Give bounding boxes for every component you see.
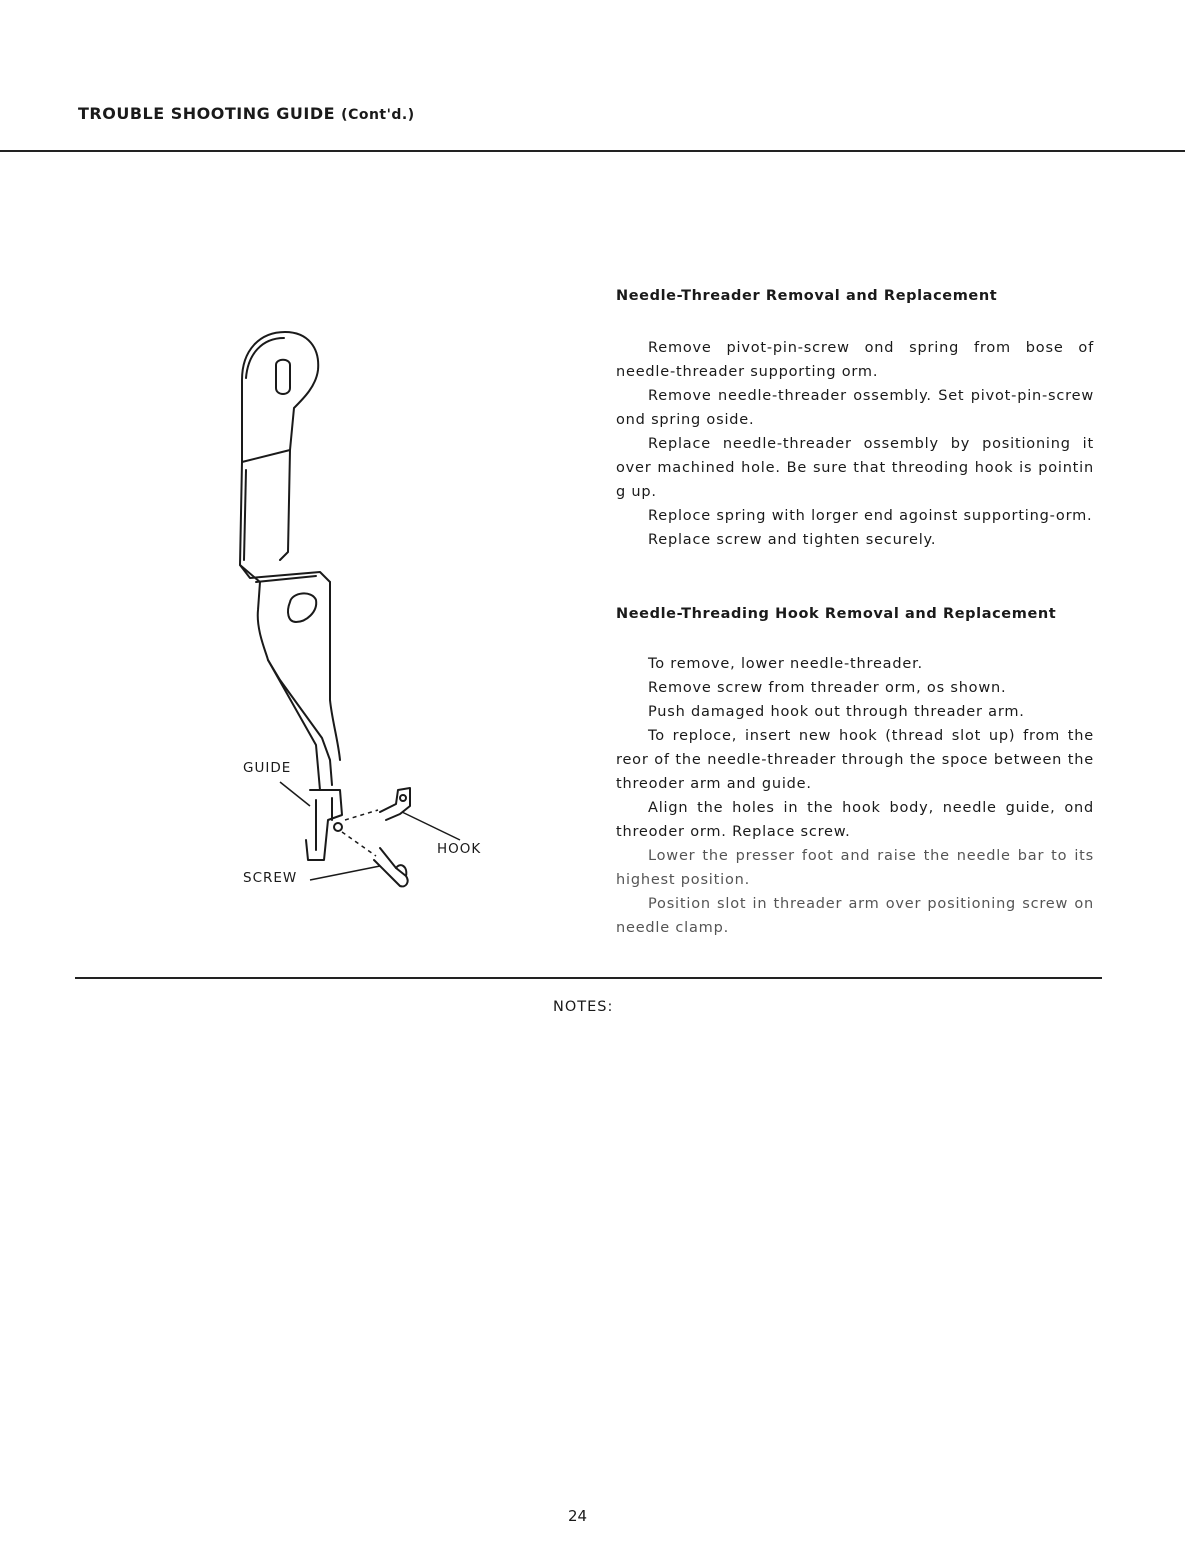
paragraph: Push damaged hook out through threader arm.: [648, 704, 1025, 720]
paragraph: To remove, lower needle-threader.: [648, 656, 923, 672]
label-guide: GUIDE: [243, 760, 292, 776]
paragraph: Reploce spring with lorger end agoinst supporting-orm.: [648, 508, 1093, 524]
paragraph: Remove pivot-pin-screw ond spring from bose of needle-threader supporting orm.: [616, 340, 1094, 380]
paragraph: Align the holes in the hook body, needle guide, ond threoder orm. Replace screw.: [616, 800, 1094, 840]
section-heading-threader: Needle-Threader Removal and Replacement: [616, 288, 998, 304]
section-heading-hook: Needle-Threading Hook Removal and Replacement: [616, 606, 1057, 622]
paragraph: Replace needle-threader ossembly by positioning it over machined hole. Be sure that threoding hook is pointin g up.: [616, 436, 1094, 500]
paragraph: Replace screw and tighten securely.: [648, 532, 937, 548]
section-body-threader: [616, 336, 1094, 552]
page-number: 24: [568, 1507, 588, 1525]
needle-threader-illustration: [220, 320, 520, 900]
section-body-hook: [616, 652, 1094, 940]
label-hook: HOOK: [437, 841, 482, 857]
paragraph: Lower the presser foot and raise the needle bar to its highest position.: [616, 848, 1094, 888]
page-title: [78, 104, 415, 123]
label-screw: SCREW: [243, 870, 298, 886]
page-title-text: TROUBLE SHOOTING GUIDE: [78, 104, 336, 123]
paragraph: To reploce, insert new hook (thread slot up) from the reor of the needle-threader through the spoce between the threoder arm and guide.: [616, 728, 1094, 792]
page-title-suffix: (Cont'd.): [341, 107, 415, 123]
paragraph: Remove needle-threader ossembly. Set pivot-pin-screw ond spring oside.: [616, 388, 1094, 428]
notes-label: NOTES:: [553, 999, 614, 1015]
notes-divider: [75, 977, 1102, 979]
paragraph: Remove screw from threader orm, os shown.: [648, 680, 1007, 696]
paragraph: Position slot in threader arm over positioning screw on needle clamp.: [616, 896, 1094, 936]
header-divider: [0, 150, 1185, 152]
